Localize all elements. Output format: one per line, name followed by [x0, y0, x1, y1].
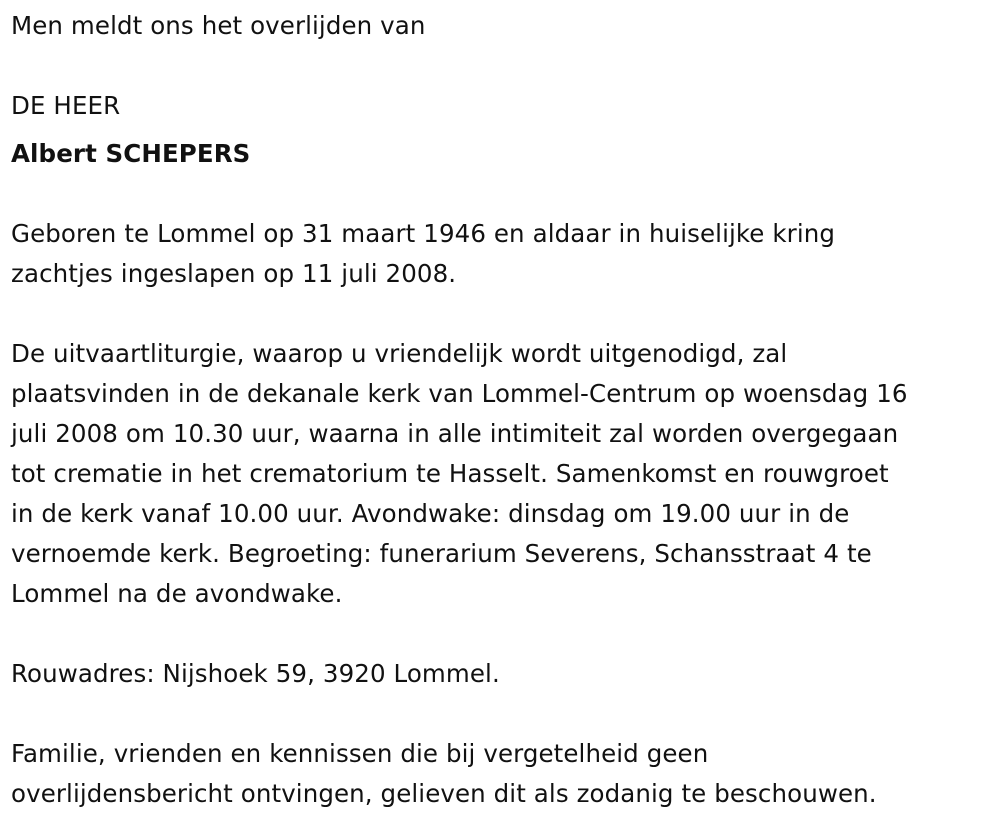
- intro-text: Men meldt ons het overlijden van: [11, 11, 426, 40]
- funeral-line-3: juli 2008 om 10.30 uur, waarna in alle intimiteit zal worden overgegaan: [11, 419, 899, 448]
- funeral-line-5: in de kerk vanaf 10.00 uur. Avondwake: dinsdag om 19.00 uur in de: [11, 499, 850, 528]
- birth-line-1: Geboren te Lommel op 31 maart 1946 en aldaar in huiselijke kring: [11, 219, 836, 248]
- closing-line-1: Familie, vrienden en kennissen die bij vergetelheid geen: [11, 739, 709, 768]
- funeral-line-6: vernoemde kerk. Begroeting: funerarium Severens, Schansstraat 4 te: [11, 539, 872, 568]
- funeral-line-2: plaatsvinden in de dekanale kerk van Lommel-Centrum op woensdag 16: [11, 379, 908, 408]
- closing-line-2: overlijdensbericht ontvingen, gelieven dit als zodanig te beschouwen.: [11, 779, 877, 808]
- funeral-line-1: De uitvaartliturgie, waarop u vriendelijk wordt uitgenodigd, zal: [11, 339, 788, 368]
- deceased-name: Albert SCHEPERS: [11, 139, 251, 168]
- funeral-line-7: Lommel na de avondwake.: [11, 579, 343, 608]
- honorific: DE HEER: [11, 91, 121, 120]
- birth-line-2: zachtjes ingeslapen op 11 juli 2008.: [11, 259, 457, 288]
- funeral-line-4: tot crematie in het crematorium te Hasselt. Samenkomst en rouwgroet: [11, 459, 889, 488]
- mourning-address: Rouwadres: Nijshoek 59, 3920 Lommel.: [11, 659, 500, 688]
